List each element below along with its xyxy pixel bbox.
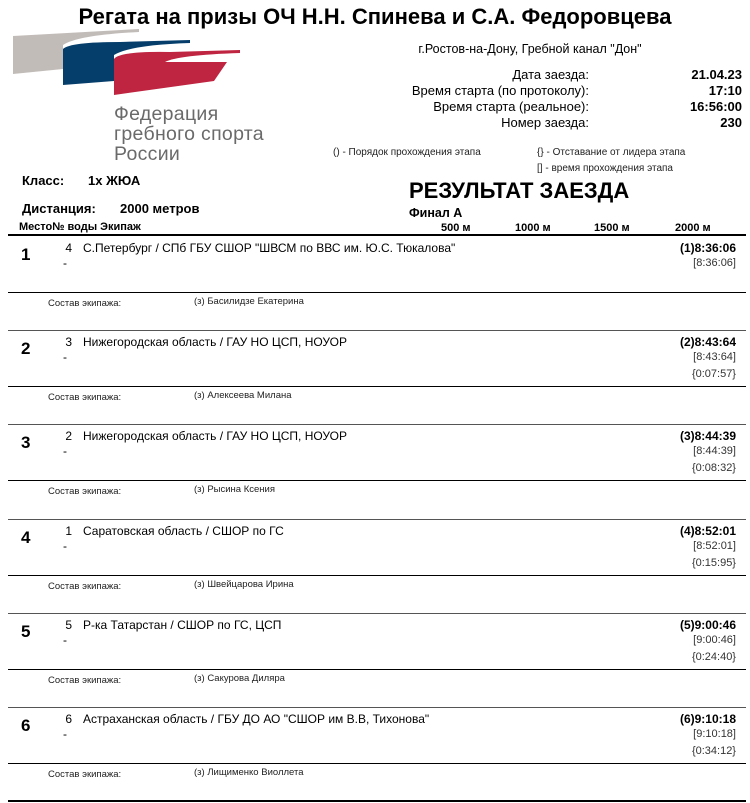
lane-number: 2 xyxy=(65,429,72,444)
federation-logo-icon xyxy=(0,0,260,100)
split-time: [8:52:01] xyxy=(693,539,736,552)
crew-subline: - xyxy=(63,256,67,270)
split-time: [8:36:06] xyxy=(693,257,736,269)
crew-name: Нижегородская область / ГАУ НО ЦСП, НОУОР xyxy=(83,335,347,350)
column-header-crew: Место№ воды Экипаж xyxy=(19,221,141,233)
row-divider xyxy=(8,330,746,331)
row-divider xyxy=(8,519,746,520)
crew-name: С.Петербург / СПб ГБУ СШОР "ШВСМ по ВВС им. Ю.С. Тюкалова" xyxy=(83,241,456,255)
row-divider xyxy=(8,613,746,614)
crew-composition-label: Состав экипажа: xyxy=(48,298,122,309)
crew-composition-label: Состав экипажа: xyxy=(48,392,122,404)
crew-separator xyxy=(8,575,746,576)
race-number-value: 230 xyxy=(720,115,742,130)
finish-time: (1)8:36:06 xyxy=(679,241,736,255)
crew-composition-label: Состав экипажа: xyxy=(48,674,122,686)
distance-label: Дистанция: xyxy=(22,201,96,216)
crew-subline: - xyxy=(63,632,67,647)
column-header-500: 500 м xyxy=(441,222,471,234)
finish-time: (6)9:10:18 xyxy=(679,712,736,726)
crew-composition-label: Состав экипажа: xyxy=(48,769,122,780)
start-time-real-value: 16:56:00 xyxy=(689,99,742,114)
logo-line: России xyxy=(114,143,181,165)
start-time-protocol-value: 17:10 xyxy=(708,83,742,98)
start-time-real-label: Время старта (реальное): xyxy=(433,99,589,114)
crew-name: Нижегородская область / ГАУ НО ЦСП, НОУОР xyxy=(83,429,347,444)
result-row xyxy=(0,613,750,707)
start-time-protocol-label: Время старта (по протоколу): xyxy=(411,83,589,98)
crew-subline: - xyxy=(63,350,67,365)
split-time: [8:43:64] xyxy=(693,351,736,364)
result-row xyxy=(0,707,750,801)
finish-time: (5)9:00:46 xyxy=(679,617,736,632)
result-row xyxy=(0,330,750,424)
finish-time: (3)8:44:39 xyxy=(679,429,736,444)
gap-to-leader: {0:34:12} xyxy=(691,745,736,757)
split-time: [9:10:18] xyxy=(693,728,736,740)
crew-separator xyxy=(8,292,746,293)
logo-line: Федерация xyxy=(114,103,219,125)
split-time: [9:00:46] xyxy=(693,633,736,646)
crew-member: (з) Алексеева Милана xyxy=(194,390,292,402)
legend-order: () - Порядок прохождения этапа xyxy=(333,147,481,158)
crew-member: (з) Сакурова Диляра xyxy=(194,672,285,684)
lane-number: 1 xyxy=(65,523,72,538)
class-label: Класс: xyxy=(22,173,65,188)
split-time: [8:44:39] xyxy=(693,445,736,458)
crew-separator xyxy=(8,763,746,764)
distance-value: 2000 метров xyxy=(120,201,200,216)
venue: г.Ростов-на-Дону, Гребной канал "Дон" xyxy=(418,42,642,56)
crew-subline: - xyxy=(63,727,67,741)
place: 6 xyxy=(21,716,31,735)
crew-composition-label: Состав экипажа: xyxy=(48,486,122,498)
gap-to-leader: {0:07:57} xyxy=(691,368,736,381)
column-header-1500: 1500 м xyxy=(594,222,630,234)
final-name: Финал А xyxy=(409,206,463,220)
crew-member: (з) Лищименко Виоллета xyxy=(194,767,304,778)
row-divider xyxy=(8,707,746,708)
crew-separator xyxy=(8,669,746,670)
crew-separator xyxy=(8,386,746,387)
gap-to-leader: {0:24:40} xyxy=(691,650,736,663)
column-header-1000: 1000 м xyxy=(515,222,551,234)
crew-name: Саратовская область / СШОР по ГС xyxy=(83,523,284,538)
federation-logo-text xyxy=(114,104,264,164)
race-date-value: 21.04.23 xyxy=(691,67,742,82)
race-number-label: Номер заезда: xyxy=(501,115,589,130)
lane-number: 4 xyxy=(65,241,72,255)
lane-number: 6 xyxy=(65,712,72,726)
column-header-2000: 2000 м xyxy=(675,222,711,234)
row-divider xyxy=(8,424,746,425)
legend-split: [] - время прохождения этапа xyxy=(537,163,673,174)
place: 5 xyxy=(21,621,31,641)
class-value: 1x ЖЮА xyxy=(88,173,141,188)
place: 1 xyxy=(21,245,31,264)
footer-divider xyxy=(8,800,746,802)
crew-subline: - xyxy=(63,538,67,553)
logo-line: гребного спорта xyxy=(114,123,264,145)
result-row xyxy=(0,424,750,518)
place: 4 xyxy=(21,527,31,547)
crew-member: (з) Швейцарова Ирина xyxy=(194,578,294,590)
place: 2 xyxy=(21,339,31,359)
crew-name: Астраханская область / ГБУ ДО АО "СШОР им В.В, Тихонова" xyxy=(83,712,430,726)
crew-member: (з) Басилидзе Екатерина xyxy=(194,296,304,307)
crew-composition-label: Состав экипажа: xyxy=(48,580,122,592)
gap-to-leader: {0:08:32} xyxy=(691,462,736,475)
lane-number: 5 xyxy=(65,617,72,632)
gap-to-leader: {0:15:95} xyxy=(691,556,736,569)
result-row xyxy=(0,519,750,613)
result-title: РЕЗУЛЬТАТ ЗАЕЗДА xyxy=(409,178,630,203)
place: 3 xyxy=(21,433,31,453)
lane-number: 3 xyxy=(65,335,72,350)
crew-member: (з) Рысина Ксения xyxy=(194,484,275,496)
finish-time: (4)8:52:01 xyxy=(679,523,736,538)
crew-name: Р-ка Татарстан / СШОР по ГС, ЦСП xyxy=(83,617,282,632)
finish-time: (2)8:43:64 xyxy=(679,335,736,350)
race-date-label: Дата заезда: xyxy=(512,67,589,82)
crew-subline: - xyxy=(63,444,67,459)
result-row xyxy=(0,236,750,330)
crew-separator xyxy=(8,480,746,481)
regatta-title: Регата на призы ОЧ Н.Н. Спинева и С.А. Федоровцева xyxy=(78,4,672,29)
legend-gap: {} - Отставание от лидера этапа xyxy=(537,147,686,158)
